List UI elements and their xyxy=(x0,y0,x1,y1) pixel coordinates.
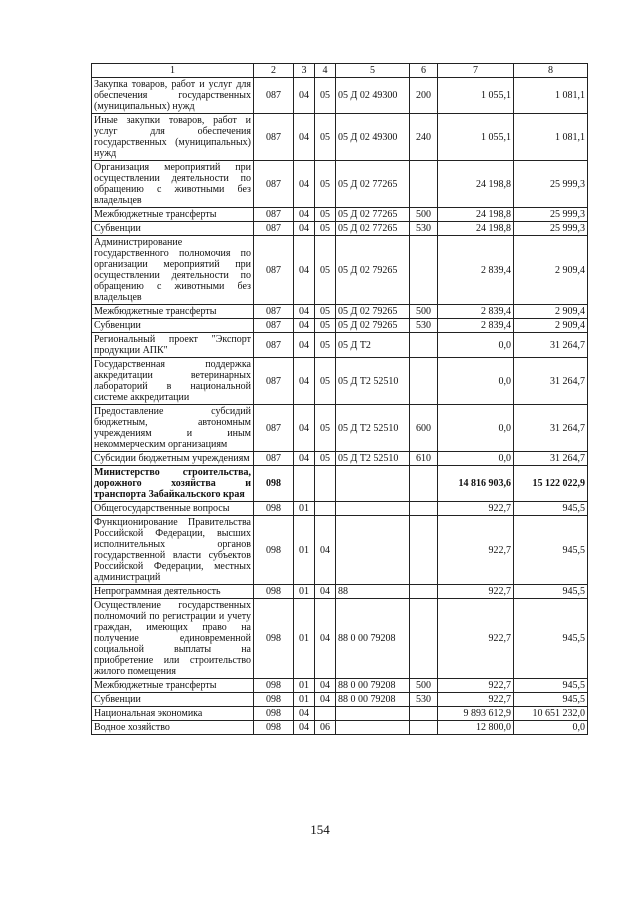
subsection-code-cell: 05 xyxy=(315,333,336,358)
table-row xyxy=(92,78,588,114)
ministry-code-cell: 087 xyxy=(254,358,294,405)
target-article-cell xyxy=(336,707,410,721)
expense-type-cell: 530 xyxy=(410,693,438,707)
table-row xyxy=(92,599,588,679)
section-code-cell: 04 xyxy=(294,358,315,405)
amount-col8-cell: 31 264,7 xyxy=(514,358,588,405)
amount-col8-cell: 25 999,3 xyxy=(514,222,588,236)
subsection-code-cell: 04 xyxy=(315,679,336,693)
target-article-cell: 05 Д Т2 52510 xyxy=(336,452,410,466)
target-article-cell: 88 0 00 79208 xyxy=(336,693,410,707)
expense-type-cell: 500 xyxy=(410,679,438,693)
header-cell-3: 3 xyxy=(294,64,315,78)
target-article-cell: 05 Д 02 79265 xyxy=(336,319,410,333)
row-name-cell: Государственная поддержка аккредитации ветеринарных лабораторий в национальной системе аккредитации xyxy=(92,358,254,405)
amount-col7-cell: 922,7 xyxy=(438,679,514,693)
target-article-cell xyxy=(336,721,410,735)
table-row xyxy=(92,405,588,452)
ministry-code-cell: 087 xyxy=(254,114,294,161)
table-row xyxy=(92,707,588,721)
amount-col7-cell: 0,0 xyxy=(438,452,514,466)
target-article-cell: 88 0 00 79208 xyxy=(336,599,410,679)
section-code-cell: 01 xyxy=(294,516,315,585)
subsection-code-cell: 05 xyxy=(315,161,336,208)
amount-col8-cell: 945,5 xyxy=(514,599,588,679)
subsection-code-cell: 04 xyxy=(315,585,336,599)
section-code-cell: 01 xyxy=(294,599,315,679)
ministry-code-cell: 087 xyxy=(254,208,294,222)
amount-col7-cell: 1 055,1 xyxy=(438,78,514,114)
table-row xyxy=(92,452,588,466)
table-row xyxy=(92,721,588,735)
target-article-cell xyxy=(336,466,410,502)
amount-col7-cell: 2 839,4 xyxy=(438,319,514,333)
expense-type-cell xyxy=(410,466,438,502)
section-code-cell: 04 xyxy=(294,114,315,161)
amount-col8-cell: 945,5 xyxy=(514,693,588,707)
row-name-cell: Субсидии бюджетным учреждениям xyxy=(92,452,254,466)
subsection-code-cell: 05 xyxy=(315,452,336,466)
row-name-cell: Субвенции xyxy=(92,222,254,236)
target-article-cell: 05 Д 02 77265 xyxy=(336,161,410,208)
target-article-cell: 88 xyxy=(336,585,410,599)
expense-type-cell xyxy=(410,585,438,599)
amount-col7-cell: 24 198,8 xyxy=(438,161,514,208)
section-code-cell: 04 xyxy=(294,161,315,208)
amount-col8-cell: 31 264,7 xyxy=(514,405,588,452)
budget-table xyxy=(91,63,588,735)
row-name-cell: Непрограммная деятельность xyxy=(92,585,254,599)
ministry-code-cell: 087 xyxy=(254,452,294,466)
table-row xyxy=(92,208,588,222)
table-row xyxy=(92,305,588,319)
expense-type-cell: 600 xyxy=(410,405,438,452)
expense-type-cell xyxy=(410,333,438,358)
target-article-cell: 05 Д Т2 52510 xyxy=(336,405,410,452)
subsection-code-cell xyxy=(315,707,336,721)
ministry-code-cell: 087 xyxy=(254,161,294,208)
subsection-code-cell xyxy=(315,502,336,516)
row-name-cell: Межбюджетные трансферты xyxy=(92,679,254,693)
page-number: 154 xyxy=(310,822,330,837)
amount-col8-cell: 0,0 xyxy=(514,721,588,735)
subsection-code-cell: 05 xyxy=(315,78,336,114)
header-cell-2: 2 xyxy=(254,64,294,78)
ministry-code-cell: 087 xyxy=(254,305,294,319)
amount-col7-cell: 922,7 xyxy=(438,585,514,599)
section-code-cell: 01 xyxy=(294,679,315,693)
target-article-cell: 05 Д 02 49300 xyxy=(336,114,410,161)
amount-col8-cell: 25 999,3 xyxy=(514,208,588,222)
subsection-code-cell: 05 xyxy=(315,319,336,333)
ministry-code-cell: 098 xyxy=(254,516,294,585)
expense-type-cell xyxy=(410,161,438,208)
amount-col7-cell: 24 198,8 xyxy=(438,208,514,222)
amount-col8-cell: 31 264,7 xyxy=(514,452,588,466)
expense-type-cell: 610 xyxy=(410,452,438,466)
amount-col8-cell: 945,5 xyxy=(514,679,588,693)
expense-type-cell xyxy=(410,599,438,679)
subsection-code-cell: 05 xyxy=(315,358,336,405)
amount-col8-cell: 31 264,7 xyxy=(514,333,588,358)
ministry-code-cell: 098 xyxy=(254,585,294,599)
section-code-cell: 04 xyxy=(294,333,315,358)
section-code-cell: 04 xyxy=(294,319,315,333)
section-code-cell: 04 xyxy=(294,452,315,466)
subsection-code-cell: 05 xyxy=(315,208,336,222)
expense-type-cell xyxy=(410,358,438,405)
subsection-code-cell: 05 xyxy=(315,222,336,236)
subsection-code-cell: 04 xyxy=(315,516,336,585)
ministry-code-cell: 098 xyxy=(254,679,294,693)
header-row xyxy=(92,64,588,78)
amount-col7-cell: 922,7 xyxy=(438,599,514,679)
amount-col7-cell: 922,7 xyxy=(438,502,514,516)
row-name-cell: Иные закупки товаров, работ и услуг для обеспечения государственных (муниципальных) нужд xyxy=(92,114,254,161)
table-row xyxy=(92,161,588,208)
ministry-code-cell: 087 xyxy=(254,222,294,236)
section-code-cell: 01 xyxy=(294,502,315,516)
amount-col7-cell: 0,0 xyxy=(438,405,514,452)
table-row xyxy=(92,358,588,405)
section-code-cell: 04 xyxy=(294,236,315,305)
amount-col7-cell: 14 816 903,6 xyxy=(438,466,514,502)
section-code-cell: 01 xyxy=(294,693,315,707)
target-article-cell: 88 0 00 79208 xyxy=(336,679,410,693)
amount-col8-cell: 945,5 xyxy=(514,502,588,516)
section-code-cell: 01 xyxy=(294,585,315,599)
target-article-cell: 05 Д 02 79265 xyxy=(336,305,410,319)
expense-type-cell: 530 xyxy=(410,222,438,236)
ministry-code-cell: 098 xyxy=(254,599,294,679)
amount-col7-cell: 9 893 612,9 xyxy=(438,707,514,721)
expense-type-cell: 200 xyxy=(410,78,438,114)
table-row xyxy=(92,222,588,236)
section-code-cell: 04 xyxy=(294,222,315,236)
row-name-cell: Региональный проект "Экспорт продукции АПК" xyxy=(92,333,254,358)
amount-col7-cell: 2 839,4 xyxy=(438,236,514,305)
amount-col8-cell: 1 081,1 xyxy=(514,78,588,114)
row-name-cell: Межбюджетные трансферты xyxy=(92,305,254,319)
target-article-cell: 05 Д 02 49300 xyxy=(336,78,410,114)
table-row xyxy=(92,114,588,161)
row-name-cell: Национальная экономика xyxy=(92,707,254,721)
table-row xyxy=(92,693,588,707)
ministry-code-cell: 087 xyxy=(254,319,294,333)
target-article-cell: 05 Д Т2 52510 xyxy=(336,358,410,405)
table-row xyxy=(92,516,588,585)
section-code-cell: 04 xyxy=(294,305,315,319)
amount-col7-cell: 12 800,0 xyxy=(438,721,514,735)
row-name-cell: Субвенции xyxy=(92,319,254,333)
row-name-cell: Закупка товаров, работ и услуг для обеспечения государственных (муниципальных) нужд xyxy=(92,78,254,114)
ministry-code-cell: 087 xyxy=(254,333,294,358)
row-name-cell: Межбюджетные трансферты xyxy=(92,208,254,222)
amount-col7-cell: 1 055,1 xyxy=(438,114,514,161)
ministry-code-cell: 098 xyxy=(254,502,294,516)
header-cell-1: 1 xyxy=(92,64,254,78)
section-code-cell: 04 xyxy=(294,208,315,222)
header-cell-4: 4 xyxy=(315,64,336,78)
ministry-code-cell: 098 xyxy=(254,466,294,502)
expense-type-cell xyxy=(410,236,438,305)
amount-col8-cell: 2 909,4 xyxy=(514,236,588,305)
header-cell-6: 6 xyxy=(410,64,438,78)
row-name-cell: Предоставление субсидий бюджетным, автономным учреждениям и иным некоммерческим организациям xyxy=(92,405,254,452)
expense-type-cell: 240 xyxy=(410,114,438,161)
target-article-cell: 05 Д 02 79265 xyxy=(336,236,410,305)
row-name-cell: Организация мероприятий при осуществлении деятельности по обращению с животными без владельцев xyxy=(92,161,254,208)
amount-col7-cell: 0,0 xyxy=(438,333,514,358)
amount-col7-cell: 922,7 xyxy=(438,693,514,707)
table-row xyxy=(92,236,588,305)
expense-type-cell xyxy=(410,721,438,735)
row-name-cell: Водное хозяйство xyxy=(92,721,254,735)
subsection-code-cell: 04 xyxy=(315,599,336,679)
ministry-code-cell: 098 xyxy=(254,707,294,721)
header-cell-8: 8 xyxy=(514,64,588,78)
expense-type-cell xyxy=(410,502,438,516)
target-article-cell xyxy=(336,516,410,585)
target-article-cell xyxy=(336,502,410,516)
table-row xyxy=(92,466,588,502)
target-article-cell: 05 Д Т2 xyxy=(336,333,410,358)
subsection-code-cell: 05 xyxy=(315,305,336,319)
header-cell-5: 5 xyxy=(336,64,410,78)
subsection-code-cell: 05 xyxy=(315,114,336,161)
amount-col8-cell: 945,5 xyxy=(514,516,588,585)
amount-col7-cell: 0,0 xyxy=(438,358,514,405)
subsection-code-cell: 05 xyxy=(315,236,336,305)
expense-type-cell xyxy=(410,707,438,721)
subsection-code-cell: 04 xyxy=(315,693,336,707)
expense-type-cell: 500 xyxy=(410,208,438,222)
amount-col8-cell: 10 651 232,0 xyxy=(514,707,588,721)
table-row xyxy=(92,319,588,333)
row-name-cell: Министерство строительства, дорожного хозяйства и транспорта Забайкальского края xyxy=(92,466,254,502)
ministry-code-cell: 098 xyxy=(254,693,294,707)
ministry-code-cell: 087 xyxy=(254,78,294,114)
subsection-code-cell: 06 xyxy=(315,721,336,735)
section-code-cell: 04 xyxy=(294,405,315,452)
row-name-cell: Функционирование Правительства Российской Федерации, высших исполнительных органов государственной власти субъектов Российской Федерации, местных администраций xyxy=(92,516,254,585)
section-code-cell: 04 xyxy=(294,707,315,721)
amount-col8-cell: 15 122 022,9 xyxy=(514,466,588,502)
amount-col8-cell: 2 909,4 xyxy=(514,319,588,333)
section-code-cell: 04 xyxy=(294,721,315,735)
ministry-code-cell: 087 xyxy=(254,405,294,452)
ministry-code-cell: 098 xyxy=(254,721,294,735)
row-name-cell: Субвенции xyxy=(92,693,254,707)
row-name-cell: Осуществление государственных полномочий по регистрации и учету граждан, имеющих право на получение единовременной социальной выплаты на приобретение или строительство жилого помещения xyxy=(92,599,254,679)
amount-col7-cell: 24 198,8 xyxy=(438,222,514,236)
amount-col7-cell: 2 839,4 xyxy=(438,305,514,319)
table-row xyxy=(92,333,588,358)
header-cell-7: 7 xyxy=(438,64,514,78)
amount-col8-cell: 25 999,3 xyxy=(514,161,588,208)
expense-type-cell: 500 xyxy=(410,305,438,319)
amount-col8-cell: 945,5 xyxy=(514,585,588,599)
expense-type-cell: 530 xyxy=(410,319,438,333)
section-code-cell: 04 xyxy=(294,78,315,114)
row-name-cell: Общегосударственные вопросы xyxy=(92,502,254,516)
section-code-cell xyxy=(294,466,315,502)
amount-col7-cell: 922,7 xyxy=(438,516,514,585)
target-article-cell: 05 Д 02 77265 xyxy=(336,222,410,236)
target-article-cell: 05 Д 02 77265 xyxy=(336,208,410,222)
table-row xyxy=(92,502,588,516)
table-row xyxy=(92,679,588,693)
ministry-code-cell: 087 xyxy=(254,236,294,305)
row-name-cell: Администрирование государственного полномочия по организации мероприятий при осуществлении деятельности по обращению с животными без владельцев xyxy=(92,236,254,305)
table-body xyxy=(92,64,588,735)
subsection-code-cell: 05 xyxy=(315,405,336,452)
amount-col8-cell: 1 081,1 xyxy=(514,114,588,161)
amount-col8-cell: 2 909,4 xyxy=(514,305,588,319)
subsection-code-cell xyxy=(315,466,336,502)
expense-type-cell xyxy=(410,516,438,585)
table-row xyxy=(92,585,588,599)
